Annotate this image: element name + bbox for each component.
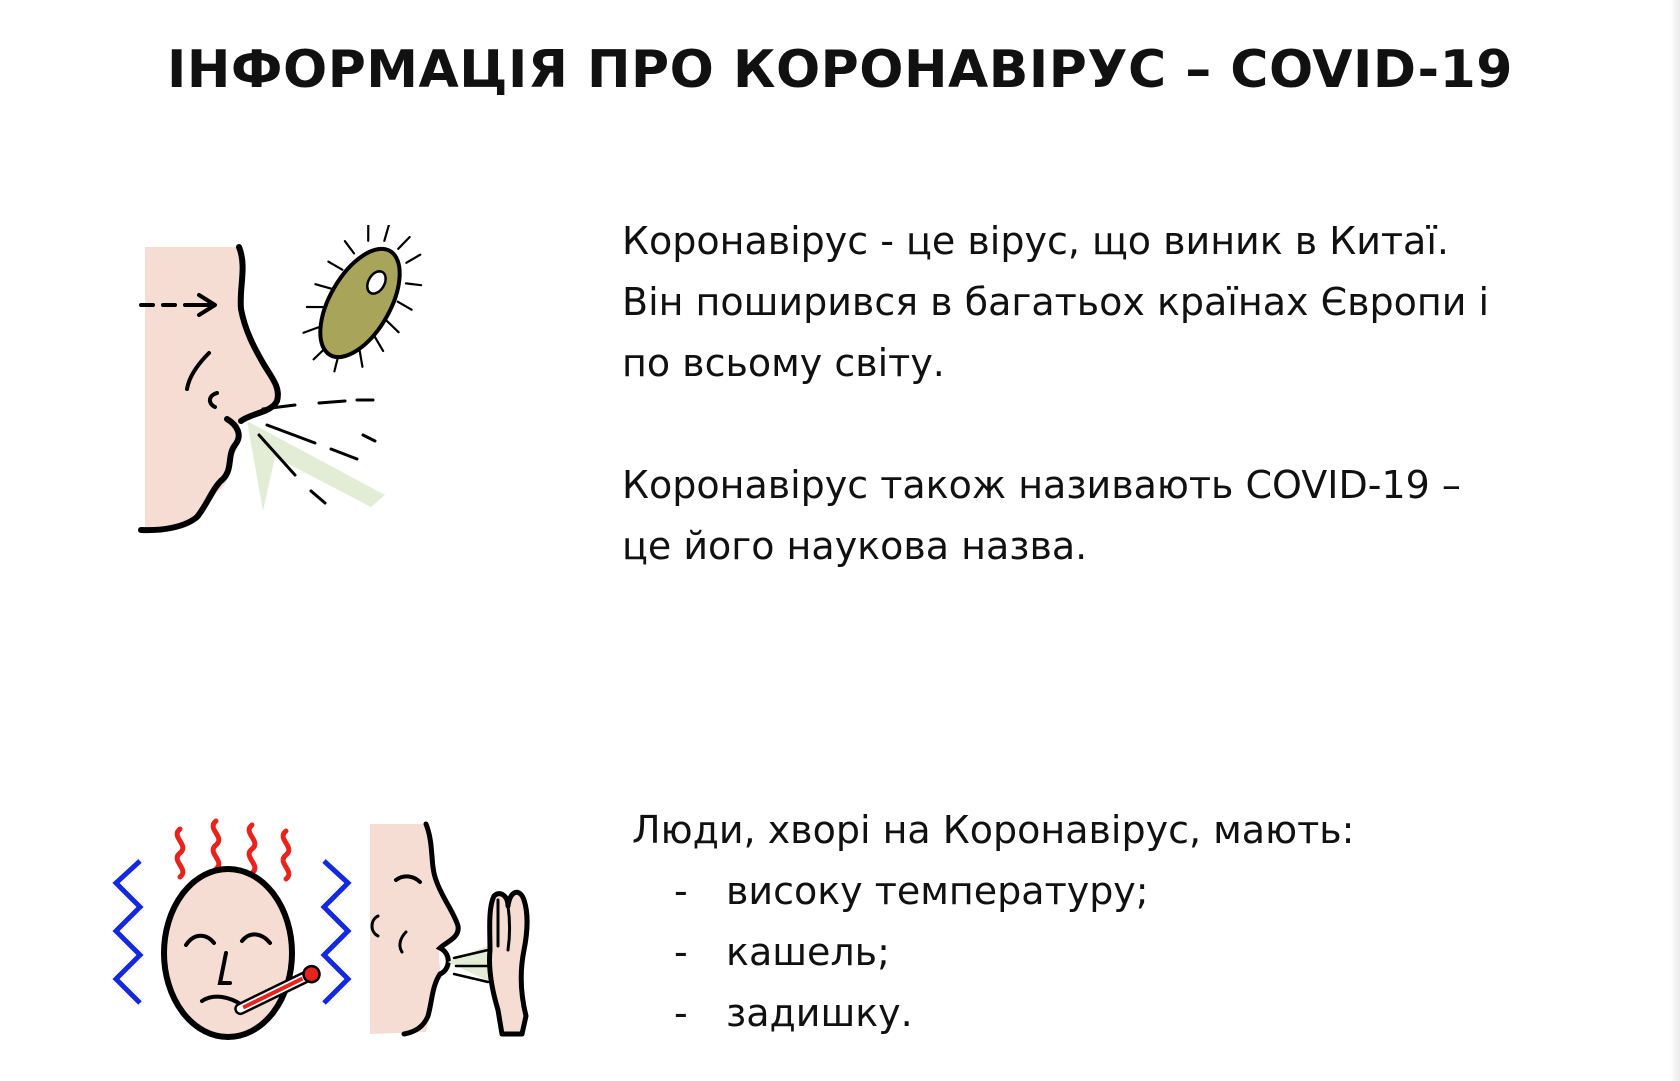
- page-title: ІНФОРМАЦІЯ ПРО КОРОНАВІРУС – COVID-19: [167, 40, 1513, 100]
- symptom-item-breath: - задишку.: [674, 983, 1149, 1044]
- symptoms-list: [674, 861, 1149, 1044]
- intro-line-2: Він поширився в багатьох країнах Європи і: [622, 280, 1490, 324]
- coughing-person-icon: [370, 820, 565, 1050]
- name-info-line-2: це його наукова назва.: [622, 524, 1088, 568]
- name-info-line-1: Коронавірус також називають COVID-19 –: [622, 463, 1461, 507]
- page-edge-shadow: [1670, 0, 1680, 1081]
- symptoms-heading: Люди, хворі на Коронавірус, мають:: [632, 808, 1355, 852]
- intro-line-3: по всьому світу.: [622, 341, 945, 385]
- virus-bacterium-icon: [282, 225, 435, 389]
- symptom-item-fever: - високу температуру;: [674, 861, 1149, 922]
- fever-face-thermometer-icon: [110, 815, 360, 1055]
- cough-face-skin: [370, 824, 458, 1034]
- intro-paragraph: [622, 211, 1642, 394]
- intro-line-1: Коронавірус - це вірус, що виник в Китаї.: [622, 219, 1449, 263]
- symptom-item-cough: - кашель;: [674, 922, 1149, 983]
- name-info-paragraph: [622, 455, 1642, 577]
- face-breathing-virus-icon: [135, 225, 435, 545]
